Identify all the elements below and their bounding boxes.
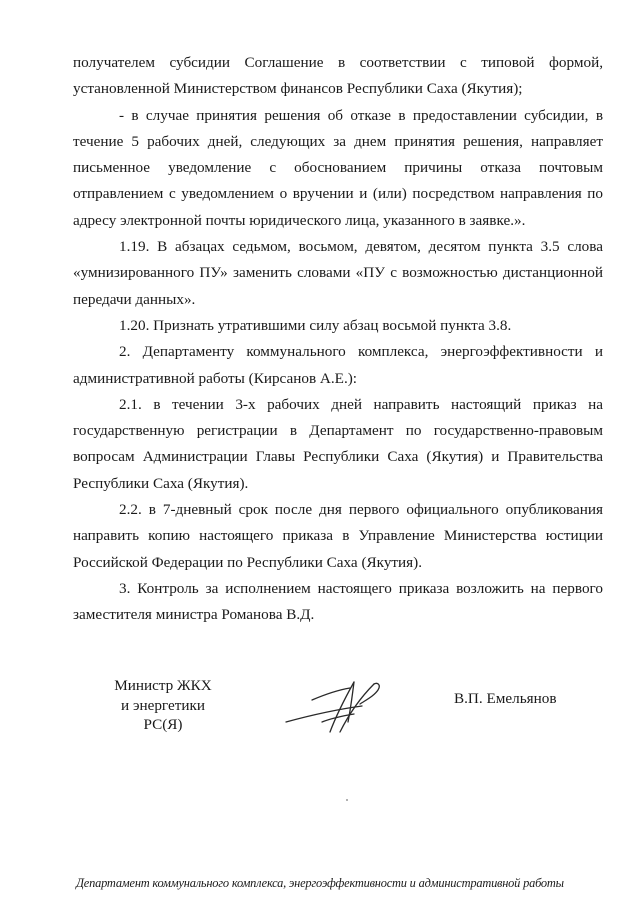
- signer-title-line: и энергетики: [121, 696, 205, 714]
- paragraph-continuation: получателем субсидии Соглашение в соответствии с типовой формой, установленной Министерством финансов Республики Саха (Якутия);: [73, 54, 603, 98]
- scan-speck: [346, 799, 348, 801]
- signer-title: [100, 676, 226, 735]
- signer-title-line: Министр ЖКХ: [114, 677, 212, 694]
- paragraph-1-20: 1.20. Признать утратившими силу абзац восьмой пункта 3.8.: [119, 316, 512, 334]
- document-body: [73, 50, 603, 629]
- signer-title-line: РС(Я): [143, 716, 183, 733]
- signature-block: [0, 676, 640, 756]
- handwritten-signature: [282, 676, 394, 736]
- paragraph-2: 2. Департаменту коммунального комплекса, энергоэффективности и административной работы (Кирсанов А.Е.):: [73, 343, 603, 387]
- paragraph-2-2: 2.2. в 7-дневный срок после дня первого официального опубликования направить копию настоящего приказа в Управление Министерства юстиции Российской Федерации по Республики Саха (Якутия).: [73, 501, 603, 571]
- paragraph-2-1: 2.1. в течении 3-х рабочих дней направить настоящий приказ на государственную регистрации в Департамент по государственно-правовым вопросам Администрации Главы Республики Саха (Якутия) и Правительства Республики Саха (Якутия).: [73, 395, 603, 492]
- paragraph-refusal-notice: - в случае принятия решения об отказе в предоставлении субсидии, в течение 5 рабочих дней, следующих за днем принятия решения, направляет письменное уведомление с обоснованием причины отказа почтовым отправлением с уведомлением о вручении и (или) посредством направления по адресу электронной почты юридического лица, указанного в заявке.».: [73, 106, 603, 229]
- page-footer: Департамент коммунального комплекса, энергоэффективности и административной работы: [76, 876, 564, 890]
- paragraph-1-19: 1.19. В абзацах седьмом, восьмом, девятом, десятом пункта 3.5 слова «умнизированного ПУ» заменить словами «ПУ с возможностью дистанционной передачи данных».: [73, 238, 603, 308]
- paragraph-3: 3. Контроль за исполнением настоящего приказа возложить на первого заместителя министра Романова В.Д.: [73, 579, 603, 624]
- signer-name: В.П. Емельянов: [454, 690, 557, 707]
